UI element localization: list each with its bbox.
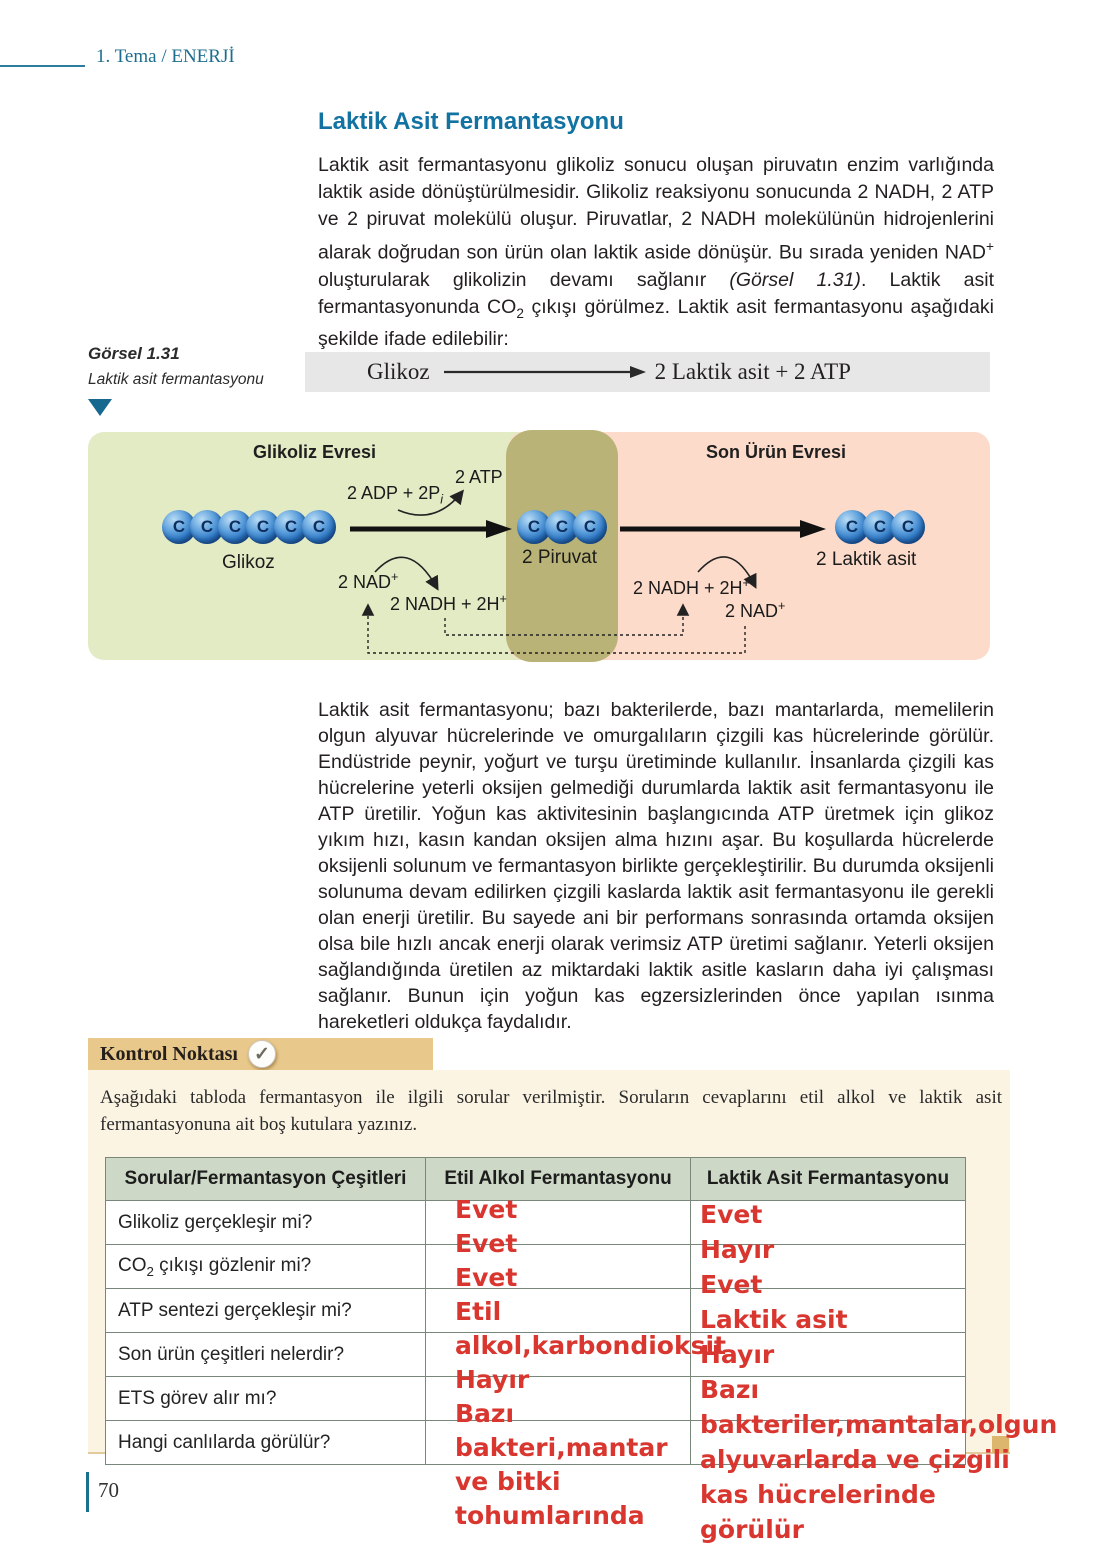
right-arrow-icon — [442, 364, 647, 380]
plus-superscript: + — [742, 576, 750, 590]
adp-label — [347, 483, 443, 507]
answer-text: Hayır — [700, 1235, 775, 1264]
carbon-atom — [302, 510, 336, 544]
nad-left-label — [338, 570, 398, 593]
answer-text: Evet — [700, 1270, 763, 1299]
carbon-atom — [891, 510, 925, 544]
intro-paragraph — [318, 152, 994, 353]
triangle-marker-icon — [88, 399, 112, 416]
nad-right-label — [725, 599, 785, 622]
nadh-text: 2 NADH + 2H — [633, 578, 743, 598]
carbon-letter: C — [845, 517, 859, 536]
carbon-letter: C — [555, 517, 569, 536]
answer-text: Evet — [455, 1263, 518, 1292]
final-product-phase-title: Son Ürün Evresi — [706, 442, 847, 462]
question-cell: Son ürün çeşitleri nelerdir? — [106, 1333, 426, 1377]
subscript-two: 2 — [516, 305, 524, 321]
atp-label: 2 ATP — [455, 467, 503, 487]
carbon-letter: C — [172, 517, 186, 536]
answer-text: Evet — [700, 1200, 763, 1229]
equation-box — [305, 352, 990, 392]
control-point-instructions: Aşağıdaki tabloda fermantasyon ile ilgili sorular verilmiştir. Soruların cevaplarını etil alkol ve laktik asit fermantasyonuna ait boş kutulara yazınız. — [100, 1087, 1002, 1135]
nadh-left-label — [390, 592, 507, 615]
nadh-text: 2 NADH + 2H — [390, 594, 500, 614]
carbon-letter: C — [583, 517, 597, 536]
answer-text: Bazı bakteri,mantar ve bitki tohumlarında — [455, 1399, 668, 1530]
carbon-atom — [573, 510, 607, 544]
adp-text: 2 ADP + 2P — [347, 483, 441, 503]
question-cell: Hangi canlılarda görülür? — [106, 1421, 426, 1465]
paragraph-text: Laktik asit fermantasyonu glikoliz sonucu oluşan piruvatın enzim varlığında laktik aside dönüştürülmesidir. Glikoliz reaksiyonu sonucunda 2 NADH, 2 ATP ve 2 piruvat molekülü oluşur. Piruvatlar, 2 NADH molekülünün hidrojenlerini alarak doğrudan son ürün olan laktik aside dönüşür. Bu sırada yeniden NAD — [318, 154, 994, 264]
handwritten-answers-ethyl — [455, 1193, 726, 1533]
fermentation-diagram — [88, 430, 990, 662]
answer-text: Etil alkol,karbondioksit — [455, 1297, 726, 1360]
figure-caption: Laktik asit fermantasyonu — [88, 371, 264, 388]
plus-superscript: + — [499, 592, 507, 606]
figure-reference: (Görsel 1.31) — [729, 268, 861, 291]
answer-text: Evet — [455, 1229, 518, 1258]
equation-left: Glikoz — [367, 359, 430, 384]
answer-text: Evet — [455, 1195, 518, 1224]
paragraph-text: . Laktik asit fermantasyonunda CO — [318, 268, 994, 318]
superscript-plus: + — [986, 239, 994, 254]
carbon-letter: C — [527, 517, 541, 536]
answer-text: Hayır — [700, 1340, 775, 1369]
answer-text: Hayır — [455, 1365, 530, 1394]
table-header-lactic: Laktik Asit Fermantasyonu — [691, 1158, 966, 1201]
table-header-questions: Sorular/Fermantasyon Çeşitleri — [106, 1158, 426, 1201]
theme-header: 1. Tema / ENERJİ — [96, 46, 235, 67]
page-title: Laktik Asit Fermantasyonu — [318, 108, 624, 135]
question-cell — [106, 1245, 426, 1289]
question-cell: ATP sentezi gerçekleşir mi? — [106, 1289, 426, 1333]
carbon-letter: C — [256, 517, 270, 536]
nad-text: 2 NAD — [725, 601, 779, 621]
carbon-letter: C — [200, 517, 214, 536]
carbon-letter: C — [312, 517, 326, 536]
body-paragraph: Laktik asit fermantasyonu; bazı bakterilerde, bazı mantarlarda, memelilerin olgun alyuvar hücrelerinde ve omurgalıların çizgili kas hücrelerinde görülür. Endüstride peynir, yoğurt ve turşu üretiminde kullanılır. İnsanlarda çizgili kas hücrelerine yeterli oksijen gelmediği durumlarda laktik asit fermantasyonu ile ATP üretilir. Yoğun kas aktivitesinin başlangıcında ATP üretmek için glikoz yıkım hızı, kasın kandan oksijen alma hızını aşar. Bu koşullarda hücrelerde oksijenli solunum ve fermantasyon birlikte gerçekleştirilir. Bu durumda oksijenli solunuma devam edilirken çizgili kaslarda laktik asit fermantasyonu ile gerekli olan enerji üretilir. Bu sayede ani bir performans sonrasında ortamda oksijen olsa bile hızlı ancak enerji olarak verimsiz ATP üretimi sağlanır. Yeterli oksijen sağlandığında üretilen az miktardaki laktik asitle kasların daha iyi çalışması sağlanır. Bunun için yoğun kas egzersizlerinden önce yapılan ısınma hareketleri oldukça faydalıdır. — [318, 699, 994, 1033]
control-point-title: Kontrol Noktası — [100, 1042, 238, 1065]
question-text: çıkışı gözlenir mi? — [153, 1254, 312, 1276]
plus-superscript: + — [778, 599, 786, 613]
nadh-right-label — [633, 576, 750, 599]
control-point-band — [88, 1038, 433, 1070]
question-text: CO — [118, 1254, 147, 1276]
carbon-letter: C — [901, 517, 915, 536]
check-icon: ✓ — [248, 1040, 276, 1068]
paragraph-text: oluşturularak glikolizin devamı sağlanır — [318, 268, 730, 291]
pyruvate-label: 2 Piruvat — [522, 547, 597, 568]
glycolysis-phase-title: Glikoliz Evresi — [253, 442, 377, 462]
carbon-letter: C — [228, 517, 242, 536]
table-header-ethyl: Etil Alkol Fermantasyonu — [426, 1158, 691, 1201]
page-number: 70 — [98, 1478, 119, 1502]
diagram-arrows — [88, 430, 990, 662]
header-rule — [0, 65, 85, 67]
figure-label: Görsel 1.31 — [88, 344, 180, 363]
phosphate-subscript: i — [440, 492, 444, 507]
plus-superscript: + — [391, 570, 399, 584]
carbon-letter: C — [873, 517, 887, 536]
answer-text: Laktik asit — [700, 1305, 848, 1334]
nad-text: 2 NAD — [338, 572, 392, 592]
handwritten-answers-lactic — [700, 1197, 1058, 1547]
question-cell: ETS görev alır mı? — [106, 1377, 426, 1421]
paragraph-text: çıkışı görülmez. Laktik asit fermantasyonu aşağıdaki şekilde ifade edilebilir: — [318, 295, 994, 351]
carbon-letter: C — [284, 517, 298, 536]
question-cell: Glikoliz gerçekleşir mi? — [106, 1201, 426, 1245]
subscript-two: 2 — [146, 1263, 154, 1279]
glucose-label: Glikoz — [222, 552, 275, 573]
lactic-acid-label: 2 Laktik asit — [816, 549, 917, 570]
page-number-rule — [86, 1472, 89, 1512]
equation-right: 2 Laktik asit + 2 ATP — [654, 359, 851, 384]
answer-text: Bazı bakteriler,mantalar,olgun alyuvarlarda ve çizgili kas hücrelerinde görülür — [700, 1375, 1058, 1544]
